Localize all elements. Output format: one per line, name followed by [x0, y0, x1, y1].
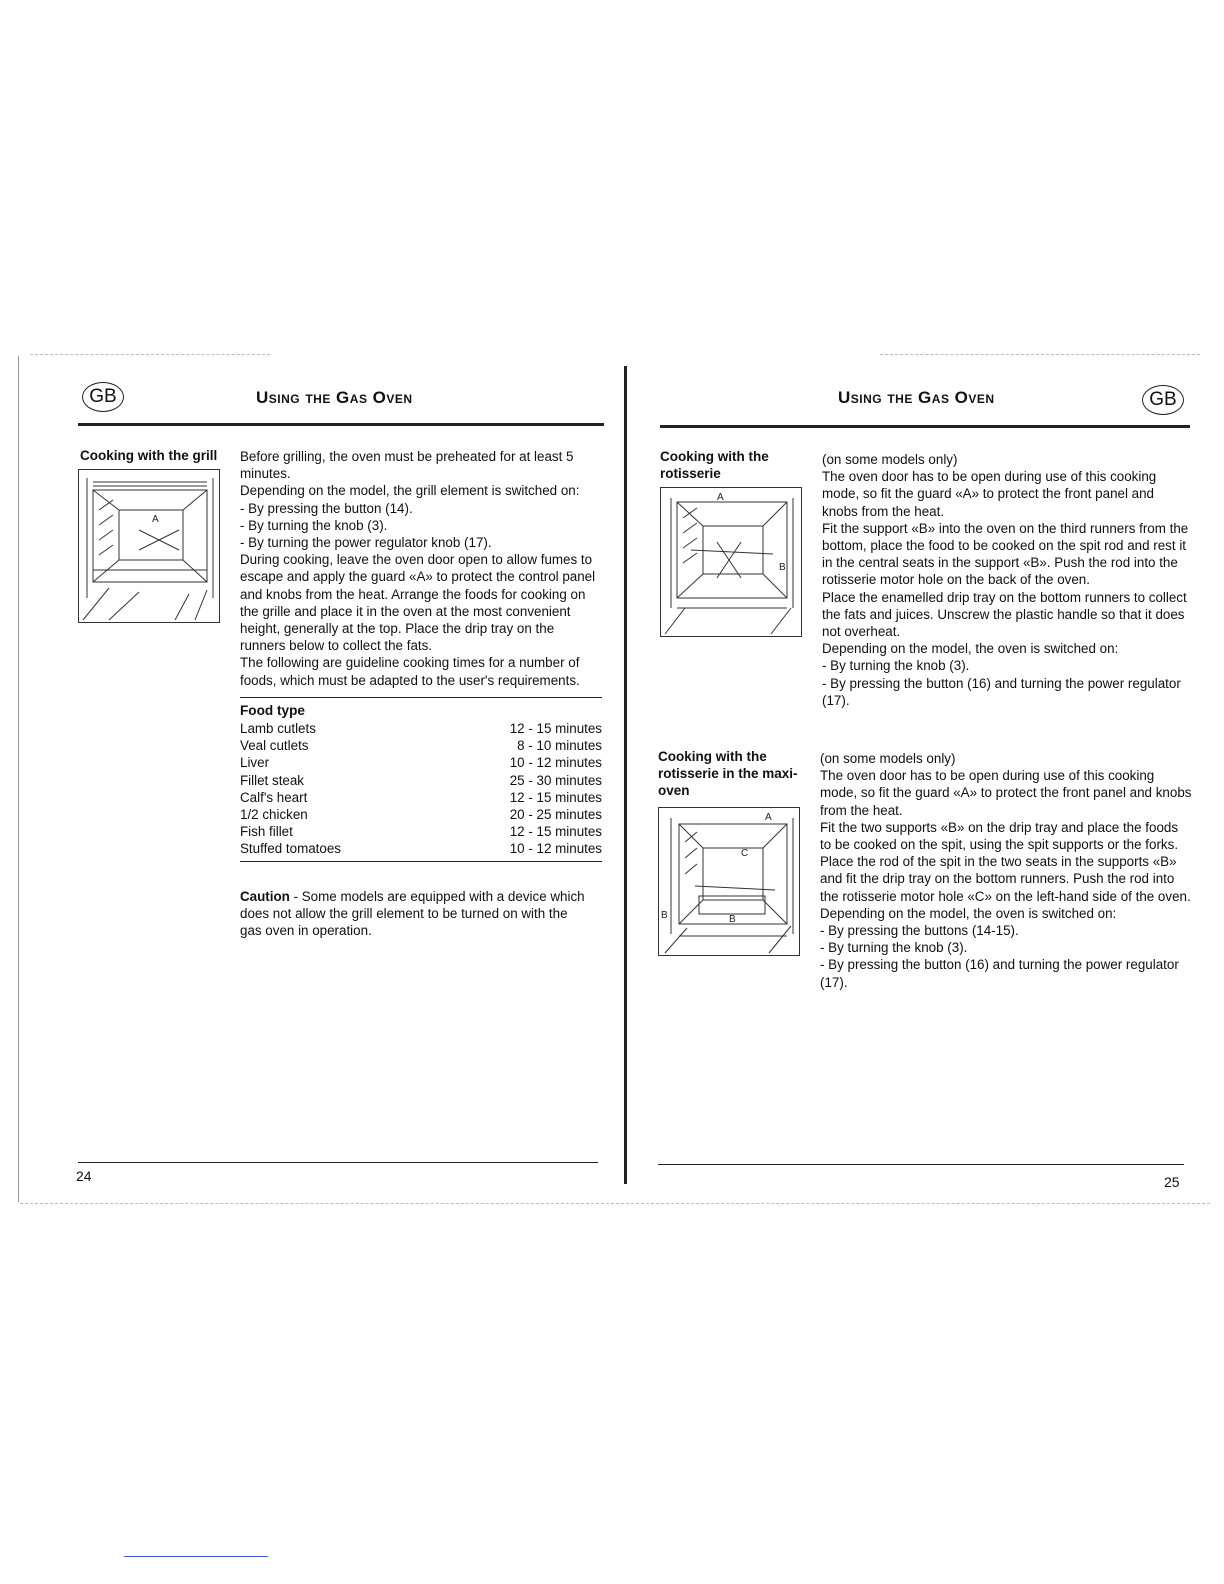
- food-name: Stuffed tomatoes: [240, 841, 341, 857]
- left-page-edge: [18, 356, 19, 1202]
- paragraph: - By turning the knob (3).: [240, 517, 388, 533]
- table-row: [240, 789, 602, 806]
- scan-edge: [880, 354, 1200, 355]
- gb-badge: GB: [82, 382, 124, 412]
- paragraph: During cooking, leave the oven door open to allow fumes to escape and apply the guard «A» to protect the control panel and knobs from the heat. Arrange the foods for cooking on the grille and place it in the oven at the most convenient height, generally at the top. Place the drip tray on the runners below to collect the fats.: [240, 552, 596, 654]
- fig2-label-c: C: [741, 848, 749, 859]
- page-spine: [624, 366, 627, 1184]
- paragraph: Depending on the model, the oven is switched on:: [820, 905, 1117, 921]
- fig-label-a: A: [152, 514, 159, 525]
- paragraph: Depending on the model, the oven is switched on:: [822, 641, 1119, 657]
- section-title-grill: Cooking with the grill: [80, 448, 218, 463]
- header-rule-right: [660, 425, 1190, 428]
- caution-label: Caution: [240, 889, 290, 904]
- footer-rule: [78, 1162, 598, 1163]
- footer-rule-right: [658, 1164, 1184, 1165]
- table-row: [240, 772, 602, 789]
- paragraph: - By pressing the buttons (14-15).: [820, 923, 1019, 939]
- caution-text: - Some models are equipped with a device which does not allow the grill element to be turned on with the gas oven in operation.: [240, 889, 585, 939]
- grill-illustration: [78, 469, 220, 623]
- header-rule: [78, 423, 604, 426]
- food-table: [240, 720, 602, 858]
- cooking-time: 10 - 12 minutes: [509, 755, 602, 771]
- cooking-time: 25 - 30 minutes: [509, 772, 602, 788]
- paragraph: Fit the support «B» into the oven on the third runners from the bottom, place the food to be cooked on the spit rod and rest it in the central seats in the support «B». Push the rod into the rotisserie motor hole on the back of the oven.: [822, 520, 1189, 588]
- scan-edge: [30, 354, 270, 355]
- rotisserie-text: [822, 451, 1192, 709]
- page-title-right: Using the Gas Oven: [838, 388, 995, 407]
- cooking-time: 8 - 10 minutes: [517, 738, 602, 754]
- table-row: [240, 806, 602, 823]
- paragraph: - By pressing the button (16) and turning the power regulator (17).: [820, 957, 1179, 990]
- scan-edge: [20, 1203, 1210, 1204]
- fig1-label-b: B: [779, 562, 786, 573]
- page-number-right: 25: [1164, 1174, 1180, 1190]
- cooking-time: 12 - 15 minutes: [509, 721, 602, 736]
- paragraph: - By pressing the button (16) and turning the power regulator (17).: [822, 675, 1181, 708]
- fig2-label-b-left: B: [661, 910, 668, 921]
- food-name: Veal cutlets: [240, 738, 309, 754]
- paragraph: The oven door has to be open during use of this cooking mode, so fit the guard «A» to protect the front panel and knobs from the heat.: [820, 768, 1192, 818]
- table-bottom-rule: [240, 861, 602, 862]
- table-row: [240, 840, 602, 857]
- caution-note: [240, 888, 590, 940]
- paragraph: Place the enamelled drip tray on the bottom runners to collect the fats and juices. Unscrew the plastic handle so that it does not overheat.: [822, 589, 1187, 640]
- cooking-time: 20 - 25 minutes: [509, 807, 602, 823]
- food-name: Fish fillet: [240, 824, 293, 840]
- cooking-time: 12 - 15 minutes: [509, 789, 602, 805]
- table-row: [240, 720, 602, 737]
- cooking-time: 10 - 12 minutes: [509, 841, 602, 857]
- food-name: 1/2 chicken: [240, 807, 308, 823]
- paragraph: The oven door has to be open during use of this cooking mode, so fit the guard «A» to protect the front panel and knobs from the heat.: [822, 469, 1157, 519]
- food-name: Calf's heart: [240, 789, 308, 805]
- fig1-label-a: A: [717, 492, 724, 503]
- paragraph: Place the rod of the spit in the two seats in the supports «B» and fit the drip tray on the bottom runners. Push the rod into the rotisserie motor hole «C» on the left-hand side of the oven.: [820, 854, 1191, 904]
- table-row: [240, 823, 602, 840]
- food-name: Lamb cutlets: [240, 721, 316, 736]
- table-top-rule: [240, 697, 602, 698]
- maxi-oven-illustration: [658, 807, 800, 956]
- link-underline: [124, 1556, 268, 1557]
- paragraph: - By pressing the button (14).: [240, 500, 413, 516]
- cooking-times-table: [240, 702, 602, 858]
- food-name: Fillet steak: [240, 772, 304, 788]
- fig2-label-b-center: B: [729, 914, 736, 925]
- table-row: [240, 754, 602, 771]
- section-title-rotisserie: Cooking with the rotisserie: [660, 449, 769, 481]
- grill-text: [240, 448, 602, 689]
- cooking-time: 12 - 15 minutes: [509, 824, 602, 840]
- paragraph: - By turning the knob (3).: [822, 658, 970, 674]
- paragraph: - By turning the knob (3).: [820, 940, 968, 956]
- fig2-label-a: A: [765, 812, 772, 823]
- paragraph: The following are guideline cooking times for a number of foods, which must be adapted to the user's requirements.: [240, 655, 580, 688]
- table-header: Food type: [240, 703, 305, 718]
- gb-badge-right: GB: [1142, 385, 1184, 415]
- page-title: Using the Gas Oven: [256, 388, 413, 407]
- table-row: [240, 737, 602, 754]
- paragraph: (on some models only): [820, 751, 956, 766]
- paragraph: Fit the two supports «B» on the drip tray and place the foods to be cooked on the spit, using the spit supports or the forks.: [820, 819, 1179, 853]
- food-name: Liver: [240, 755, 270, 771]
- paragraph: (on some models only): [822, 452, 958, 467]
- paragraph: Depending on the model, the grill element is switched on:: [240, 483, 580, 499]
- paragraph: Before grilling, the oven must be preheated for at least 5 minutes.: [240, 449, 574, 482]
- section-title-maxi-oven: Cooking with the rotisserie in the maxi-oven: [658, 749, 798, 798]
- rotisserie-illustration: [660, 487, 802, 637]
- page-number-left: 24: [76, 1168, 92, 1184]
- maxi-oven-text: [820, 750, 1192, 991]
- paragraph: - By turning the power regulator knob (17).: [240, 535, 492, 551]
